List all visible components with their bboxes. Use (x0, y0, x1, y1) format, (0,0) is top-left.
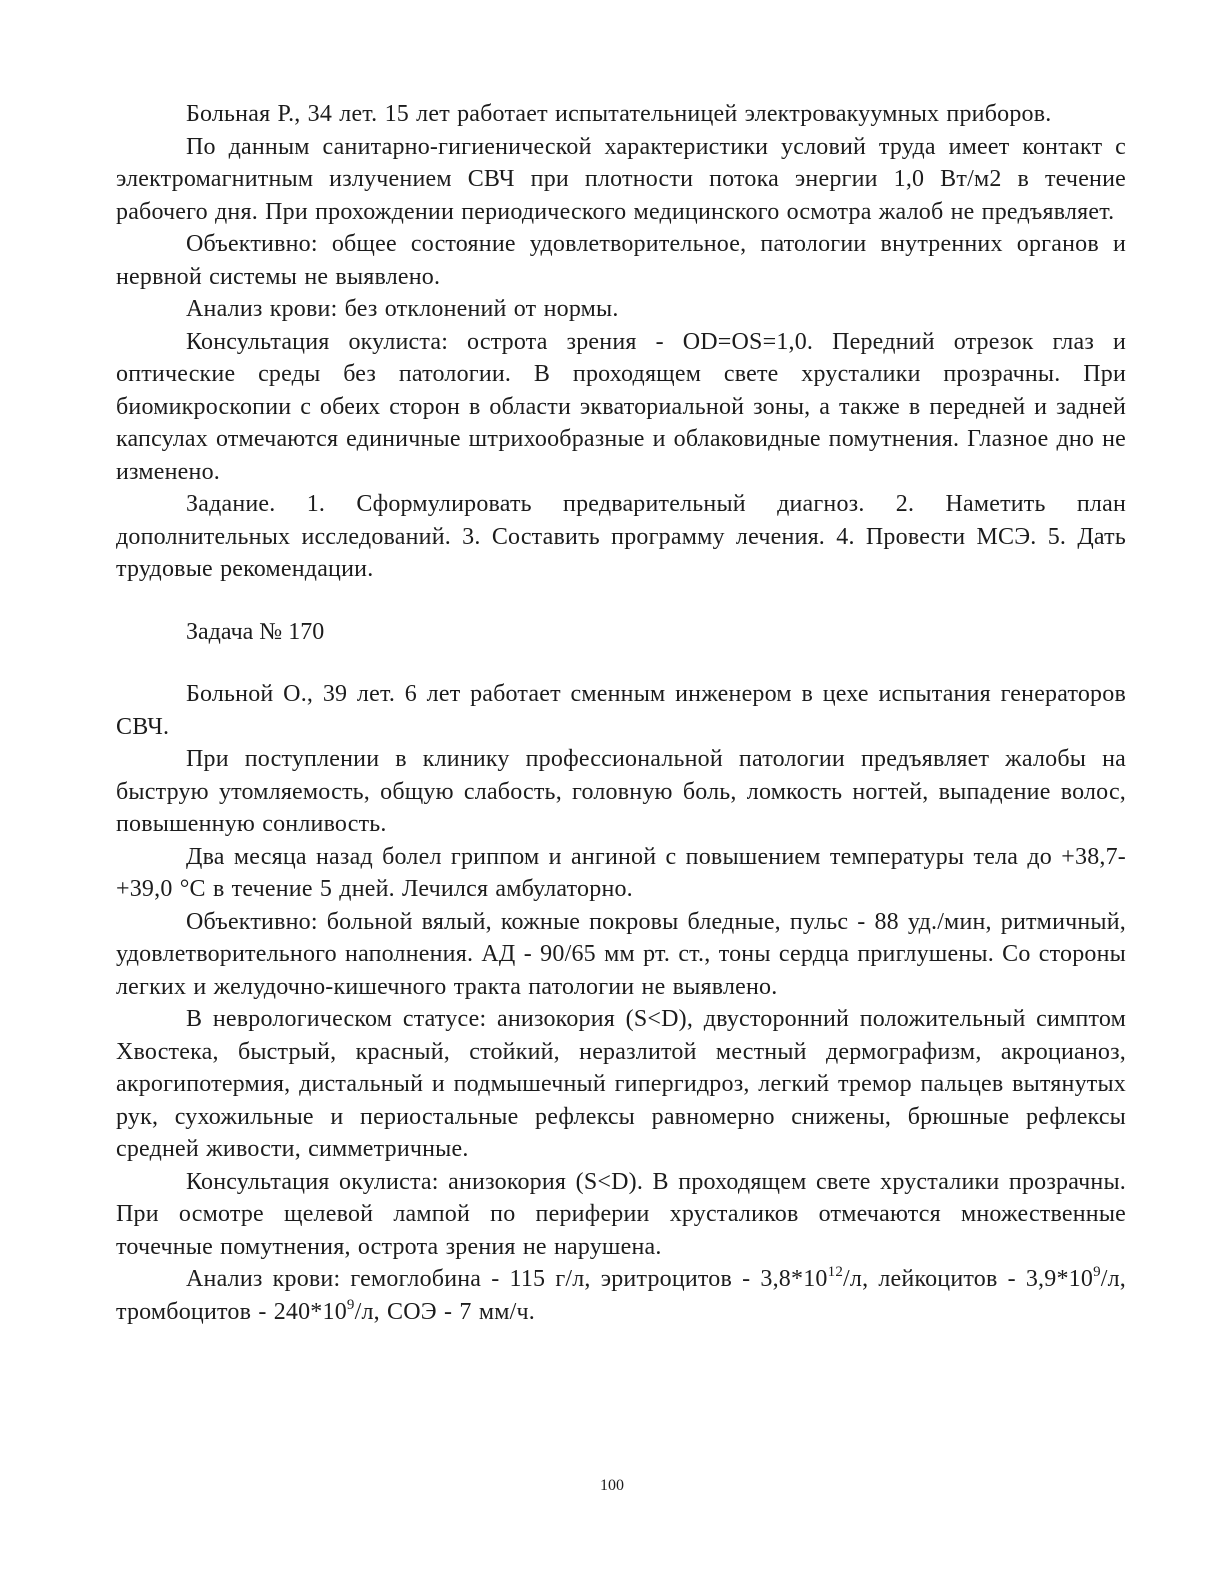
paragraph-patient-o-intro: Больной О., 39 лет. 6 лет работает сменным инженером в цехе испытания генераторов СВЧ. (116, 681, 1126, 740)
paragraph-ophthalmologist-170: Консультация окулиста: анизокория (S<D). В проходящем свете хрусталики прозрачны. При осмотре щелевой лампой по периферии хрусталиков отмечаются множественные точечные помутнения, острота зрения не нарушена. (116, 1168, 1126, 1260)
blood-text-part4: /л, СОЭ - 7 мм/ч. (354, 1298, 535, 1325)
paragraph-objective-exam: Объективно: больной вялый, кожные покровы бледные, пульс - 88 уд./мин, ритмичный, удовлетворительного наполнения. АД - 90/65 мм рт. ст., тоны сердца приглушены. Со стороны легких и желудочно-кишечного тракта патологии не выявлено. (116, 908, 1126, 1000)
paragraph-working-conditions: По данным санитарно-гигиенической характеристики условий труда имеет контакт с электромагнитным излучением СВЧ при плотности потока энергии 1,0 Вт/м2 в течение рабочего дня. При прохождении периодического медицинского осмотра жалоб не предъявляет. (116, 133, 1126, 225)
page-number: 100 (600, 1477, 624, 1494)
blood-text-part2: /л, лейкоцитов - 3,9*10 (843, 1266, 1094, 1292)
paragraph-neurological-status: В неврологическом статусе: анизокория (S<D), двусторонний положительный симптом Хвостека, быстрый, красный, стойкий, неразлитой местный дермографизм, акроцианоз, акрогипотермия, дистальный и подмышечный гипергидроз, легкий тремор пальцев вытянутых рук, сухожильные и периостальные рефлексы равномерно снижены, брюшные рефлексы средней живости, симметричные. (116, 1006, 1126, 1162)
case-170-title: Задача № 170 (186, 618, 325, 645)
paragraph-assignment: Задание. 1. Сформулировать предварительный диагноз. 2. Наметить план дополнительных исследований. 3. Составить программу лечения. 4. Провести МСЭ. 5. Дать трудовые рекомендации. (116, 491, 1126, 582)
paragraph-blood-analysis (116, 1263, 1126, 1328)
blood-exponent-1: 12 (827, 1264, 844, 1280)
paragraph-objective-status: Объективно: общее состояние удовлетворительное, патологии внутренних органов и нервной системы не выявлено. (116, 231, 1126, 290)
blood-exponent-3: 9 (346, 1296, 355, 1313)
paragraph-complaints: При поступлении в клинику профессиональной патологии предъявляет жалобы на быструю утомляемость, общую слабость, головную боль, ломкость ногтей, выпадение волос, повышенную сонливость. (116, 746, 1126, 837)
paragraph-history: Два месяца назад болел гриппом и ангиной с повышением температуры тела до +38,7-+39,0 °С в течение 5 дней. Лечился амбулаторно. (116, 843, 1126, 902)
blood-exponent-2: 9 (1093, 1264, 1101, 1280)
paragraph-patient-r-intro: Больная Р., 34 лет. 15 лет работает испытательницей электровакуумных приборов. (186, 101, 1052, 127)
document-page (116, 98, 1126, 1328)
paragraph-blood-test: Анализ крови: без отклонений от нормы. (186, 296, 619, 322)
paragraph-ophthalmologist: Консультация окулиста: острота зрения - OD=OS=1,0. Передний отрезок глаз и оптические среды без патологии. В проходящем свете хрусталики прозрачны. При биомикроскопии с обеих сторон в области экваториальной зоны, а также в передней и задней капсулах отмечаются единичные штрихообразные и облаковидные помутнения. Глазное дно не изменено. (116, 328, 1126, 485)
blood-text-part3: /л, тромбоцитов - 240*10 (116, 1266, 1127, 1325)
blood-text-part1: Анализ крови: гемоглобина - 115 г/л, эритроцитов - 3,8*10 (186, 1266, 828, 1292)
